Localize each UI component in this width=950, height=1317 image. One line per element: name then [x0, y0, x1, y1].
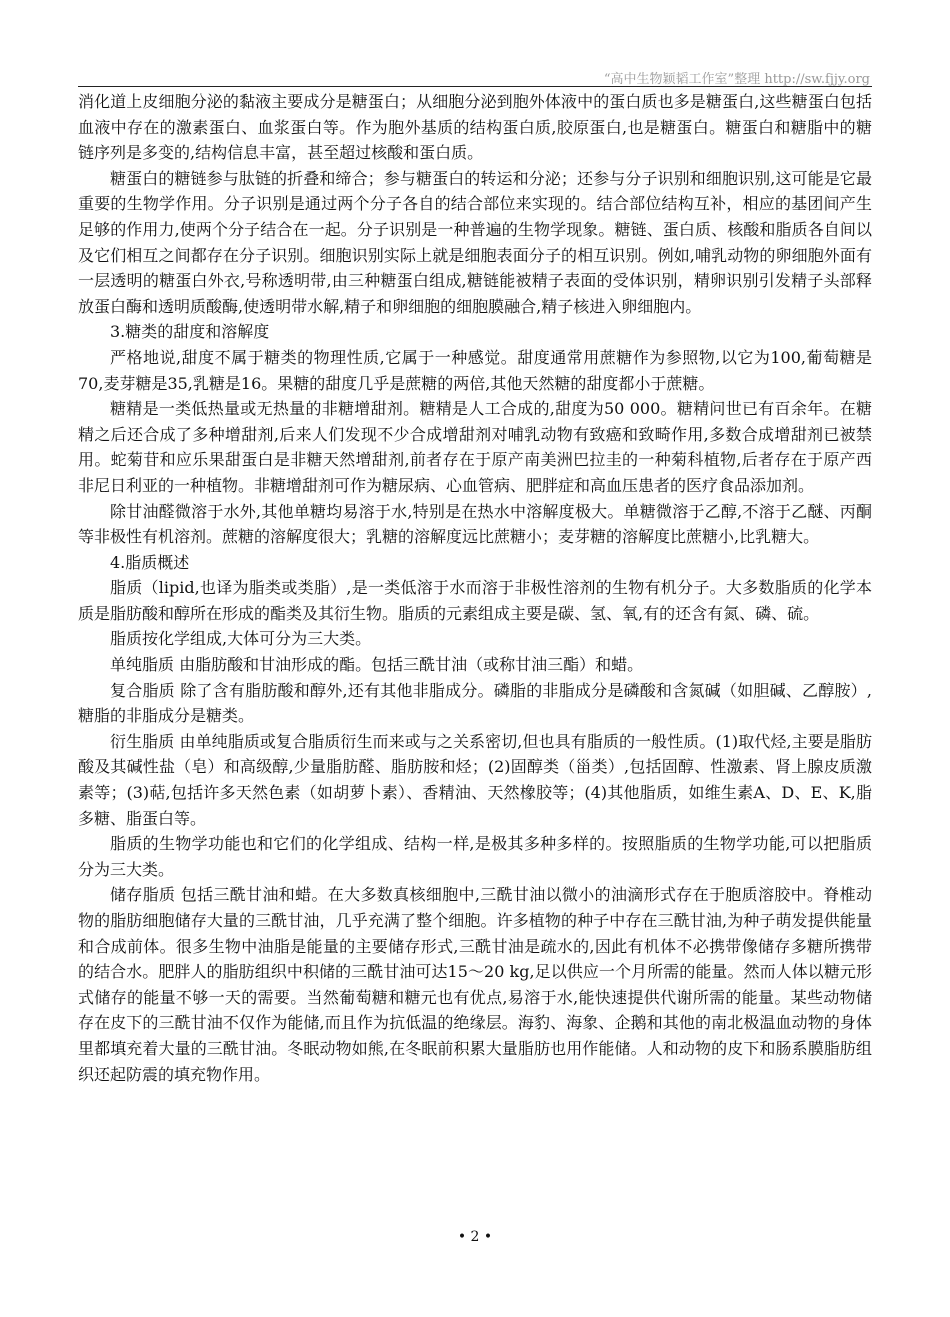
paragraph: 复合脂质 除了含有脂肪酸和醇外,还有其他非脂成分。磷脂的非脂成分是磷酸和含氮碱（如胆碱、乙醇胺）,糖脂的非脂成分是糖类。 — [78, 680, 872, 726]
paragraph: 脂质按化学组成,大体可分为三大类。 — [110, 629, 372, 649]
paragraph: 储存脂质 包括三酰甘油和蜡。在大多数真核细胞中,三酰甘油以微小的油滴形式存在于胞质溶胶中。脊椎动物的脂肪细胞储存大量的三酰甘油，几乎充满了整个细胞。许多植物的种子中存在三酰甘油,为种子萌发提供能量和合成前体。很多生物中油脂是能量的主要储存形式,三酰甘油是疏水的,因此有机体不必携带像储存多糖所携带的结合水。肥胖人的脂肪组织中积储的三酰甘油可达15～20 kg,足以供应一个月所需的能量。然而人体以糖元形式储存的能量不够一天的需要。当然葡萄糖和糖元也有优点,易溶于水,能快速提供代谢所需的能量。某些动物储存在皮下的三酰甘油不仅作为能储,而且作为抗低温的绝缘层。海豹、海象、企鹅和其他的南北极温血动物的身体里都填充着大量的三酰甘油。冬眠动物如熊,在冬眠前积累大量脂肪也用作能储。人和动物的皮下和肠系膜脂肪组织还起防震的填充物作用。 — [78, 885, 872, 1084]
paragraph: 衍生脂质 由单纯脂质或复合脂质衍生而来或与之关系密切,但也具有脂质的一般性质。(1)取代烃,主要是脂肪酸及其碱性盐（皂）和高级醇,少量脂肪醛、脂肪胺和烃；(2)固醇类（甾类）,包括固醇、性激素、肾上腺皮质激素等；(3)萜,包括许多天然色素（如胡萝卜素）、香精油、天然橡胶等；(4)其他脂质，如维生素A、D、E、K,脂多糖、脂蛋白等。 — [78, 731, 872, 828]
section-heading: 4.脂质概述 — [110, 552, 190, 572]
paragraph: 脂质的生物学功能也和它们的化学组成、结构一样,是极其多种多样的。按照脂质的生物学功能,可以把脂质分为三大类。 — [78, 834, 872, 879]
paragraph: 脂质（lipid,也译为脂类或类脂）,是一类低溶于水而溶于非极性溶剂的生物有机分子。大多数脂质的化学本质是脂肪酸和醇所在形成的酯类及其衍生物。脂质的元素组成主要是碳、氢、氧,有的还含有氮、磷、硫。 — [78, 578, 872, 623]
paragraph: 糖精是一类低热量或无热量的非糖增甜剂。糖精是人工合成的,甜度为50 000。糖精问世已有百余年。在糖精之后还合成了多种增甜剂,后来人们发现不少合成增甜剂对哺乳动物有致癌和致畸作用,多数合成增甜剂已被禁用。蛇菊苷和应乐果甜蛋白是非糖天然增甜剂,前者存在于原产南美洲巴拉圭的一种菊科植物,后者存在于原产西非尼日利亚的一种植物。非糖增甜剂可作为糖尿病、心血管病、肥胖症和高血压患者的医疗食品添加剂。 — [78, 399, 872, 495]
paragraph: 糖蛋白的糖链参与肽链的折叠和缔合；参与糖蛋白的转运和分泌；还参与分子识别和细胞识别,这可能是它最重要的生物学作用。分子识别是通过两个分子各自的结合部位来实现的。结合部位结构互补，相应的基团间产生足够的作用力,使两个分子结合在一起。分子识别是一种普遍的生物学现象。糖链、蛋白质、核酸和脂质各自间以及它们相互之间都存在分子识别。细胞识别实际上就是细胞表面分子的相互识别。例如,哺乳动物的卵细胞外面有一层透明的糖蛋白外衣,号称透明带,由三种糖蛋白组成,糖链能被精子表面的受体识别，精卵识别引发精子头部释放蛋白酶和透明质酸酶,使透明带水解,精子和卵细胞的细胞膜融合,精子核进入卵细胞内。 — [78, 168, 872, 316]
page-number: • 2 • — [457, 1229, 493, 1245]
section-heading: 3.糖类的甜度和溶解度 — [110, 322, 270, 342]
paragraph: 消化道上皮细胞分泌的黏液主要成分是糖蛋白；从细胞分泌到胞外体液中的蛋白质也多是糖蛋白,这些糖蛋白包括血液中存在的激素蛋白、血浆蛋白等。作为胞外基质的结构蛋白质,胶原蛋白,也是糖蛋白。糖蛋白和糖脂中的糖链序列是多变的,结构信息丰富，甚至超过核酸和蛋白质。 — [78, 92, 872, 163]
header-rule — [78, 86, 872, 87]
paragraph: 严格地说,甜度不属于糖类的物理性质,它属于一种感觉。甜度通常用蔗糖作为参照物,以它为100,葡萄糖是70,麦芽糖是35,乳糖是16。果糖的甜度几乎是蔗糖的两倍,其他天然糖的甜度都小于蔗糖。 — [78, 347, 872, 393]
paragraph: 单纯脂质 由脂肪酸和甘油形成的酯。包括三酰甘油（或称甘油三酯）和蜡。 — [110, 655, 644, 675]
document-body — [78, 89, 872, 1087]
page-header: “高中生物颖韬工作室”整理 http://sw.fjjy.org — [603, 72, 870, 87]
paragraph: 除甘油醛微溶于水外,其他单糖均易溶于水,特别是在热水中溶解度极大。单糖微溶于乙醇,不溶于乙醚、丙酮等非极性有机溶剂。蔗糖的溶解度很大；乳糖的溶解度远比蔗糖小；麦芽糖的溶解度比蔗糖小,比乳糖大。 — [78, 501, 872, 547]
